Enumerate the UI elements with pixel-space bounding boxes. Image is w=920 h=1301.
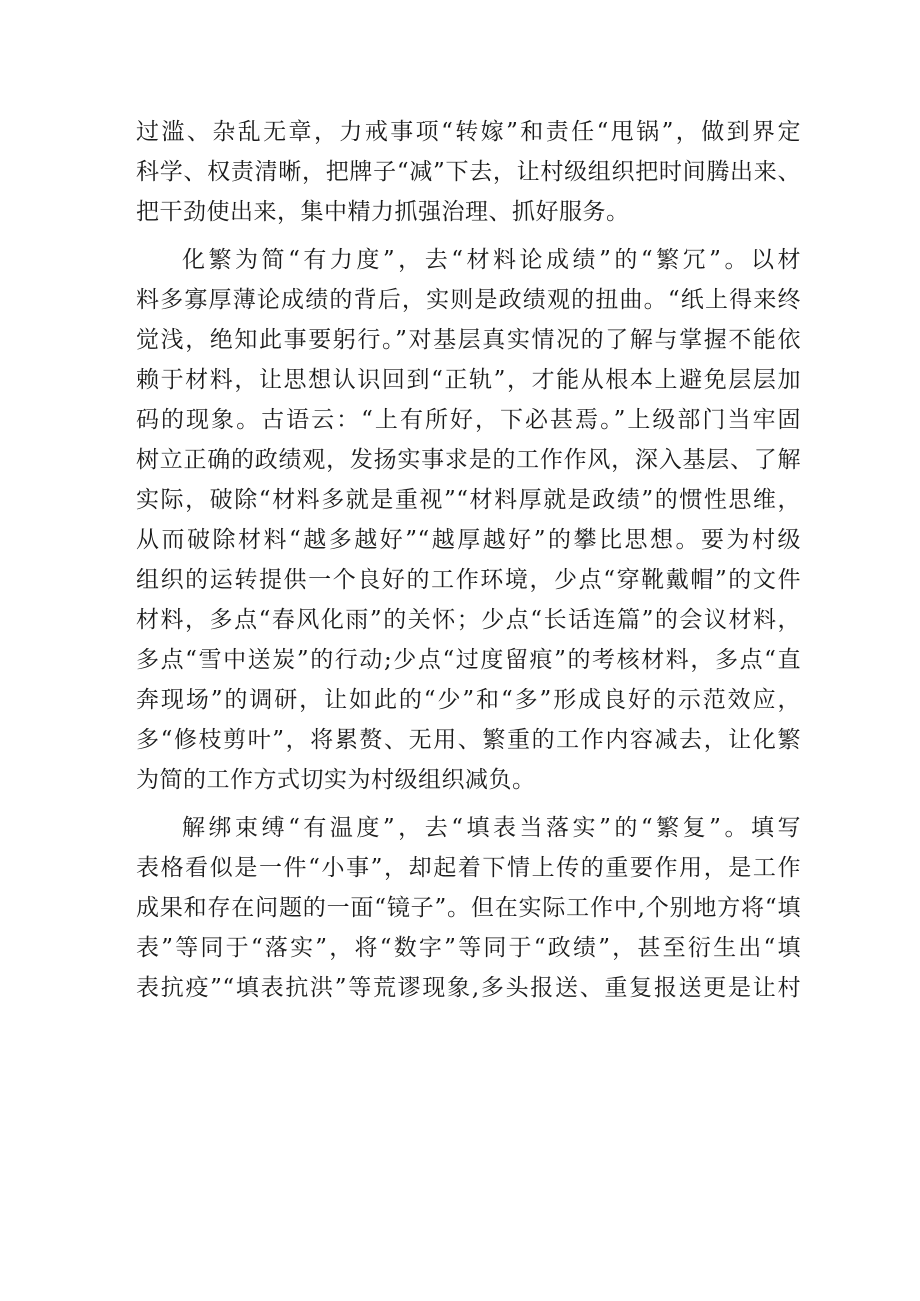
text-line: 过滥、杂乱无章，力戒事项“转嫁”和责任“甩锅”，做到界定 [136, 119, 801, 145]
text-line: 解绑束缚“有温度”，去“填表当落实”的“繁复”。填写 [182, 815, 801, 841]
text-line: 料多寡厚薄论成绩的背后，实则是政绩观的扭曲。“纸上得来终 [136, 287, 801, 313]
text-line: 从而破除材料“越多越好”“越厚越好”的攀比思想。要为村级 [136, 527, 801, 553]
text-line: 为简的工作方式切实为村级组织减负。 [136, 767, 536, 793]
text-line: 树立正确的政绩观，发扬实事求是的工作作风，深入基层、了解 [136, 447, 801, 473]
text-line: 科学、权责清晰，把牌子“减”下去，让村级组织把时间腾出来、 [136, 159, 801, 185]
paragraph [136, 240, 801, 800]
body-text [136, 112, 801, 1008]
text-line: 表”等同于“落实”，将“数字”等同于“政绩”，甚至衍生出“填 [136, 935, 801, 961]
text-line: 表抗疫”“填表抗洪”等荒谬现象,多头报送、重复报送更是让村 [136, 975, 801, 1001]
text-line: 多“修枝剪叶”，将累赘、无用、繁重的工作内容减去，让化繁 [136, 727, 801, 753]
text-line: 实际，破除“材料多就是重视”“材料厚就是政绩”的惯性思维， [136, 487, 801, 513]
text-line: 码的现象。古语云：“上有所好，下必甚焉。”上级部门当牢固 [136, 407, 801, 433]
text-line: 多点“雪中送炭”的行动;少点“过度留痕”的考核材料，多点“直 [136, 647, 801, 673]
text-line: 赖于材料，让思想认识回到“正轨”，才能从根本上避免层层加 [136, 367, 801, 393]
text-line: 化繁为简“有力度”，去“材料论成绩”的“繁冗”。以材 [182, 247, 801, 273]
text-line: 材料，多点“春风化雨”的关怀；少点“长话连篇”的会议材料， [136, 607, 801, 633]
text-line: 成果和存在问题的一面“镜子”。但在实际工作中,个别地方将“填 [136, 895, 801, 921]
text-line: 表格看似是一件“小事”，却起着下情上传的重要作用，是工作 [136, 855, 801, 881]
paragraph [136, 112, 801, 232]
text-line: 奔现场”的调研，让如此的“少”和“多”形成良好的示范效应， [136, 687, 801, 713]
paragraph [136, 808, 801, 1008]
text-line: 觉浅，绝知此事要躬行。”对基层真实情况的了解与掌握不能依 [136, 327, 801, 353]
text-line: 组织的运转提供一个良好的工作环境，少点“穿靴戴帽”的文件 [136, 567, 801, 593]
text-line: 把干劲使出来，集中精力抓强治理、抓好服务。 [136, 199, 630, 225]
